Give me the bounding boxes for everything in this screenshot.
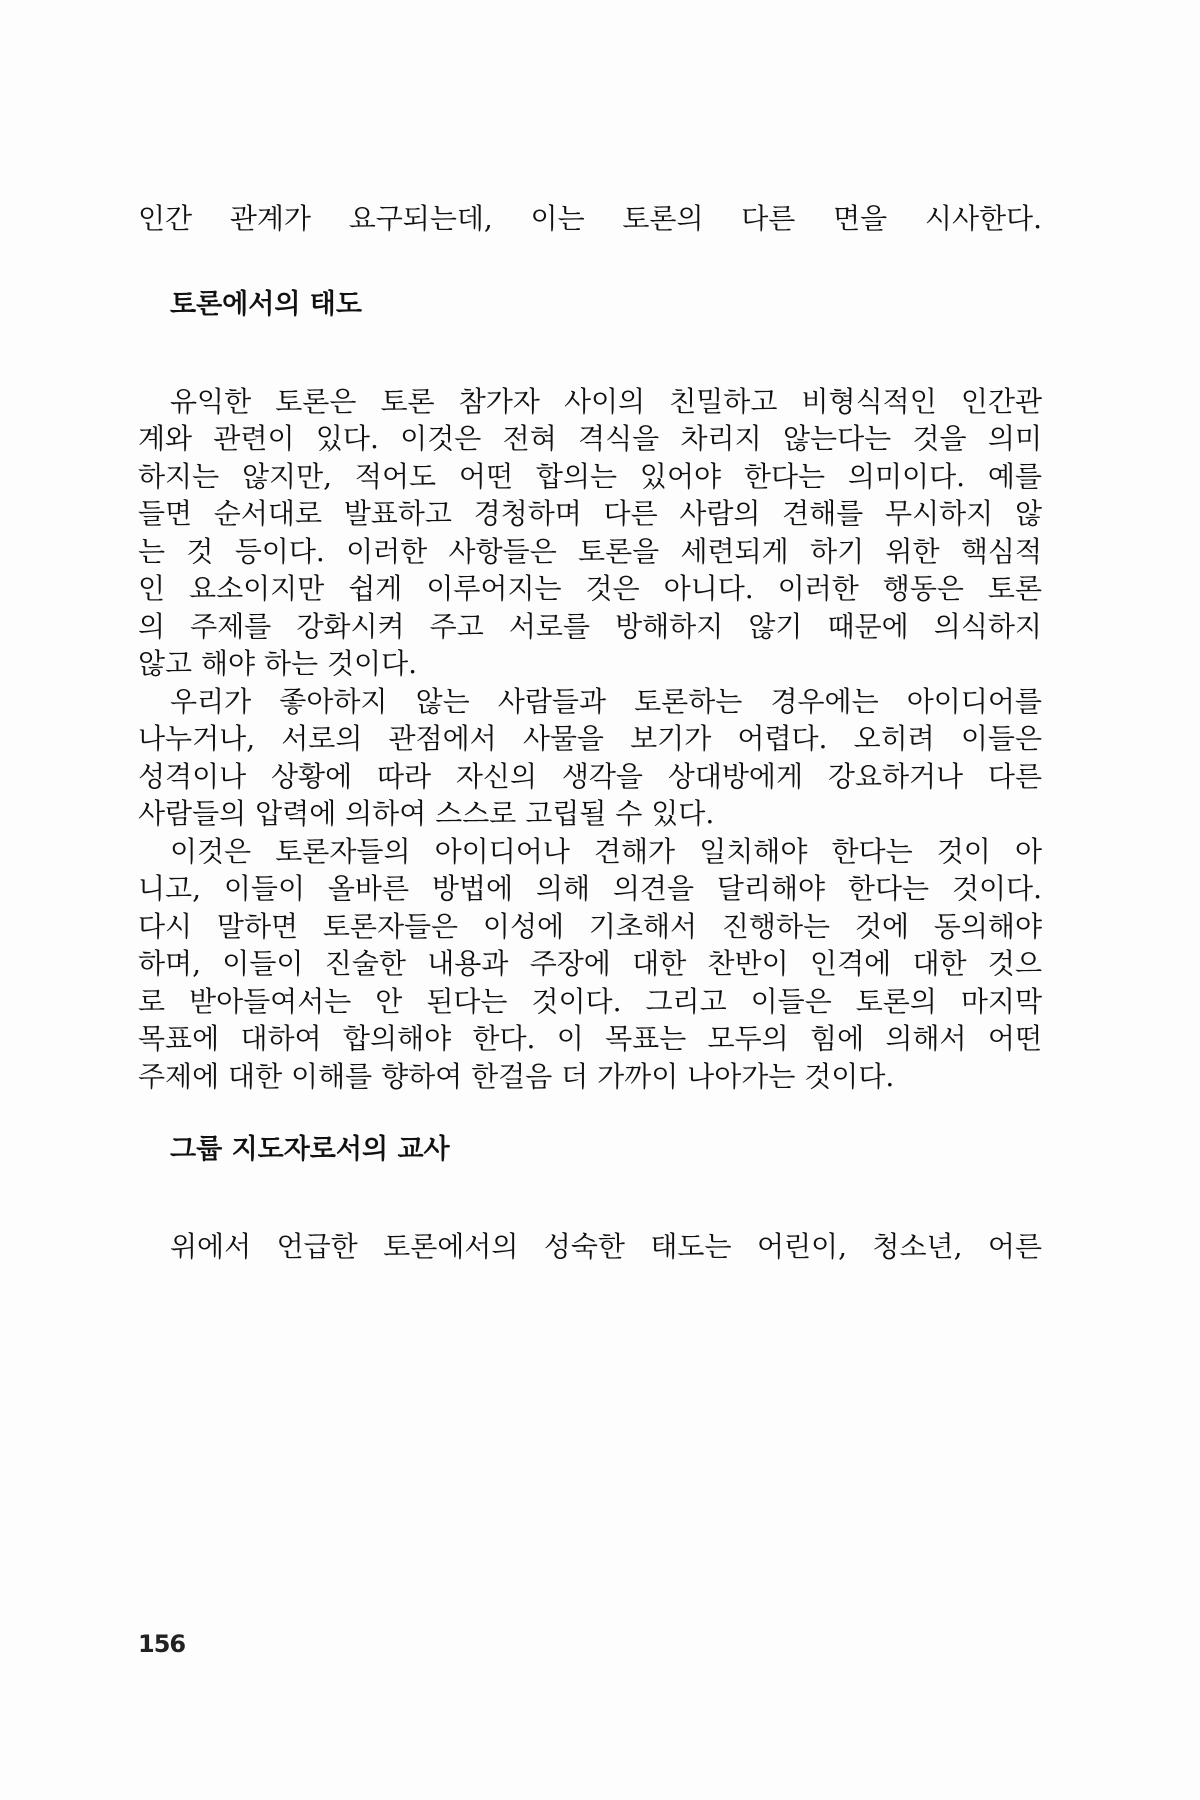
- paragraph-line: 나누거나, 서로의 관점에서 사물을 보기가 어렵다. 오히려 이들은: [138, 722, 1042, 755]
- paragraph-2: [138, 683, 1042, 833]
- paragraph-line: 인간 관계가 요구되는데, 이는 토론의 다른 면을 시사한다.: [138, 202, 1042, 235]
- paragraph-line: 다시 말하면 토론자들은 이성에 기초해서 진행하는 것에 동의해야: [138, 909, 1042, 943]
- section-heading-teacher-as-group-leader: 그룹 지도자로서의 교사: [170, 1134, 450, 1165]
- paragraph-line: 의 주제를 강화시켜 주고 서로를 방해하지 않기 때문에 의식하지: [138, 609, 1042, 643]
- paragraph-1: [138, 383, 1042, 683]
- paragraph-line: 들면 순서대로 발표하고 경청하며 다른 사람의 견해를 무시하지 않: [138, 497, 1042, 530]
- paragraph-line: 사람들의 압력에 의하여 스스로 고립될 수 있다.: [138, 797, 715, 830]
- paragraph-line: 유익한 토론은 토론 참가자 사이의 친밀하고 비형식적인 인간관: [170, 384, 1042, 418]
- paragraph-line: 목표에 대하여 합의해야 한다. 이 목표는 모두의 힘에 의해서 어떤: [138, 1022, 1042, 1055]
- section-heading-discussion-attitude: 토론에서의 태도: [170, 288, 362, 320]
- paragraph-line: 위에서 언급한 토론에서의 성숙한 태도는 어린이, 청소년, 어른: [170, 1230, 1042, 1263]
- paragraph-line: 이것은 토론자들의 아이디어나 견해가 일치해야 한다는 것이 아: [170, 834, 1042, 868]
- paragraph-line: 하지는 않지만, 적어도 어떤 합의는 있어야 한다는 의미이다. 예를: [138, 459, 1042, 493]
- paragraph-line: 않고 해야 하는 것이다.: [138, 647, 418, 680]
- page-body: [138, 200, 1042, 1266]
- paragraph-3: [138, 833, 1042, 1096]
- intro-paragraph: [138, 200, 1042, 238]
- paragraph-line: 성격이나 상황에 따라 자신의 생각을 상대방에게 강요하거나 다른: [138, 759, 1042, 793]
- page-number: 156: [138, 1630, 186, 1658]
- paragraph-line: 는 것 등이다. 이러한 사항들은 토론을 세련되게 하기 위한 핵심적: [138, 534, 1042, 568]
- paragraph-line: 우리가 좋아하지 않는 사람들과 토론하는 경우에는 아이디어를: [170, 684, 1042, 718]
- paragraph-line: 계와 관련이 있다. 이것은 전혀 격식을 차리지 않는다는 것을 의미: [138, 422, 1042, 455]
- paragraph-4: [138, 1228, 1042, 1266]
- paragraph-line: 로 받아들여서는 안 된다는 것이다. 그리고 이들은 토론의 마지막: [138, 984, 1042, 1018]
- paragraph-line: 인 요소이지만 쉽게 이루어지는 것은 아니다. 이러한 행동은 토론: [138, 572, 1042, 605]
- paragraph-line: 하며, 이들이 진술한 내용과 주장에 대한 찬반이 인격에 대한 것으: [138, 947, 1042, 980]
- paragraph-line: 주제에 대한 이해를 향하여 한걸음 더 가까이 나아가는 것이다.: [138, 1059, 895, 1093]
- paragraph-line: 니고, 이들이 올바른 방법에 의해 의견을 달리해야 한다는 것이다.: [138, 872, 1042, 905]
